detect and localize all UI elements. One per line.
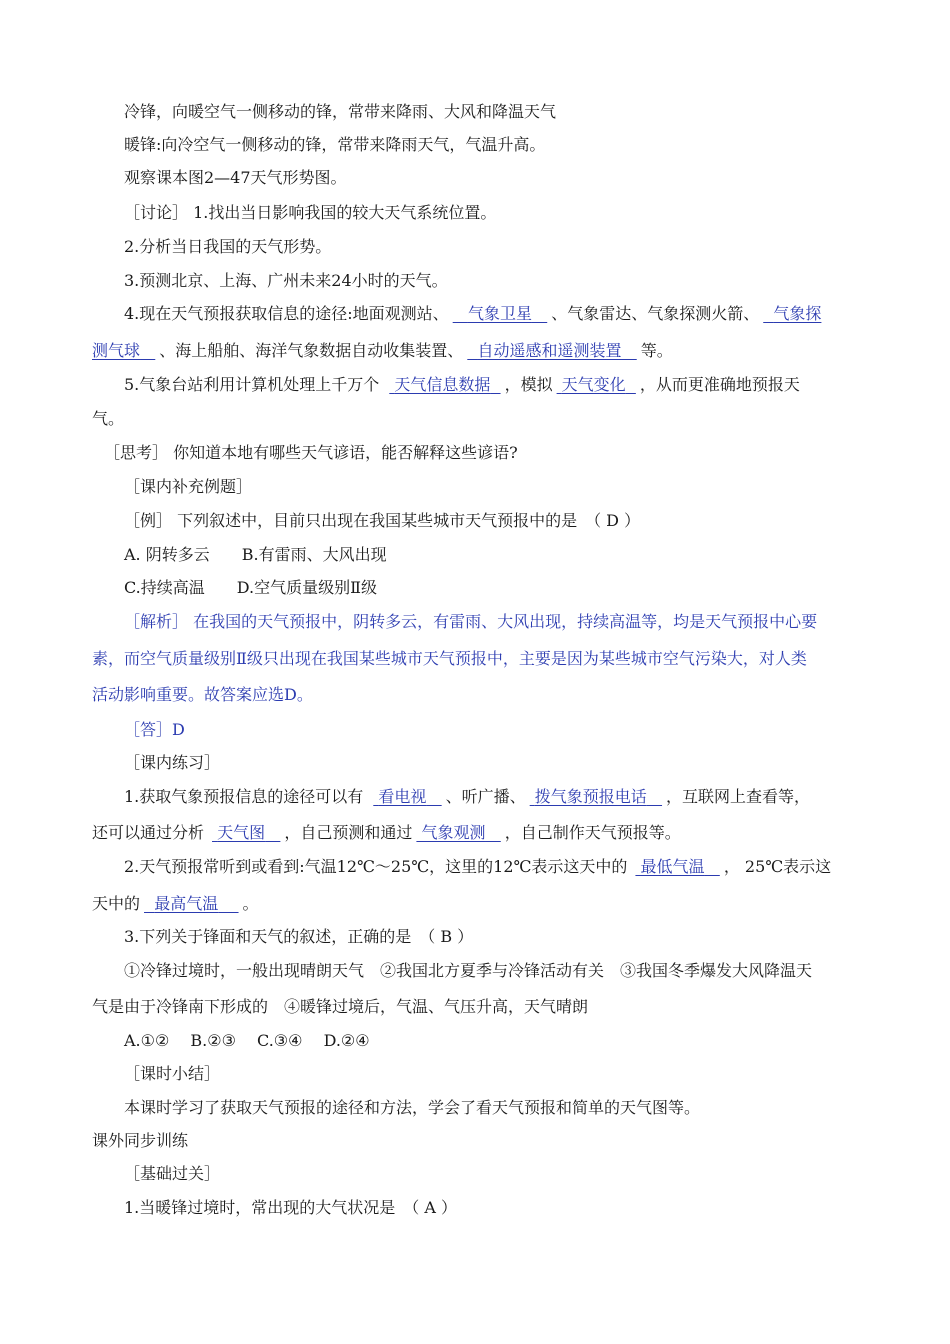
question-line: 3.下列关于锋面和天气的叙述，正确的是 （ B ） <box>124 927 474 946</box>
section-heading: ［基础过关］ <box>124 1164 221 1183</box>
answer-blank: 气象观测 <box>421 823 486 842</box>
text-line: 3.预测北京、上海、广州未来24小时的天气。 <box>124 271 448 290</box>
statement-line: 气是由于冷锋南下形成的 ④暖锋过境后，气温、气压升高，天气晴朗 <box>92 997 589 1016</box>
answer-blank: 拨气象预报电话 <box>534 787 647 806</box>
text-fragment: ，互联网上查看等， <box>666 787 811 806</box>
text-fragment: 1.获取气象预报信息的途径可以有 <box>124 787 364 806</box>
text-line: 本课时学习了获取天气预报的途径和方法，学会了看天气预报和简单的天气图等。 <box>124 1098 701 1117</box>
answer-blank: 气象探 <box>773 304 822 323</box>
text-fragment: 4.现在天气预报获取信息的途径:地面观测站、 <box>124 304 449 323</box>
fill-line <box>124 785 904 809</box>
example-question: ［例］ 下列叙述中，目前只出现在我国某些城市天气预报中的是 （ D ） <box>124 511 641 530</box>
answer-blank: 测气球 <box>92 341 141 360</box>
fill-line <box>124 855 904 879</box>
statement-line: ①冷锋过境时，一般出现晴朗天气 ②我国北方夏季与冷锋活动有关 ③我国冬季爆发大风降温天 <box>124 961 813 980</box>
fill-line <box>124 302 860 326</box>
think-line: ［思考］ 你知道本地有哪些天气谚语，能否解释这些谚语? <box>104 443 518 462</box>
text-fragment: 等。 <box>640 341 673 360</box>
text-fragment: 、气象雷达、气象探测火箭、 <box>551 304 760 323</box>
fill-line <box>92 821 872 845</box>
option-line: C.持续高温 D.空气质量级别Ⅱ级 <box>124 578 377 597</box>
section-heading: 课外同步训练 <box>92 1131 189 1150</box>
option-line: A. 阴转多云 B.有雷雨、大风出现 <box>124 545 387 564</box>
text-fragment: 、海上船舶、海洋气象数据自动收集装置、 <box>159 341 464 360</box>
answer-blank: 自动遥感和遥测装置 <box>477 341 622 360</box>
text-fragment: ，自己预测和通过 <box>284 823 413 842</box>
discussion-line: ［讨论］ 1.找出当日影响我国的较大天气系统位置。 <box>124 203 497 222</box>
answer-line: ［答］D <box>124 720 185 739</box>
fill-line <box>92 339 872 363</box>
text-line: 暖锋:向冷空气一侧移动的锋，常带来降雨天气，气温升高。 <box>124 135 546 154</box>
text-fragment: 2.天气预报常听到或看到:气温12℃～25℃，这里的12℃表示这天中的 <box>124 857 628 876</box>
text-fragment: 、听广播、 <box>445 787 526 806</box>
text-line: 气。 <box>92 409 125 428</box>
question-line: 1.当暖锋过境时，常出现的大气状况是 （ A ） <box>124 1198 457 1217</box>
answer-blank: 最低气温 <box>640 857 705 876</box>
answer-blank: 看电视 <box>378 787 427 806</box>
text-fragment: ，模拟 <box>504 375 553 394</box>
text-fragment: 。 <box>242 894 259 913</box>
fill-line <box>124 373 860 397</box>
text-line: 2.分析当日我国的天气形势。 <box>124 237 332 256</box>
text-fragment: ，从而更准确地预报天 <box>639 375 800 394</box>
analysis-line: 活动影响重要。故答案应选D。 <box>92 685 313 704</box>
text-line: 冷锋，向暖空气一侧移动的锋，常带来降雨、大风和降温天气 <box>124 102 557 121</box>
option-line: A.①② B.②③ C.③④ D.②④ <box>124 1031 370 1050</box>
section-heading: ［课内练习］ <box>124 753 221 772</box>
analysis-line: 素，而空气质量级别Ⅱ级只出现在我国某些城市天气预报中，主要是因为某些城市空气污染大，对人类 <box>92 649 807 668</box>
answer-blank: 天气变化 <box>561 375 626 394</box>
text-line: 观察课本图2—47天气形势图。 <box>124 168 347 187</box>
section-heading: ［课时小结］ <box>124 1064 221 1083</box>
section-heading: ［课内补充例题］ <box>124 477 253 496</box>
analysis-line: ［解析］ 在我国的天气预报中，阴转多云，有雷雨、大风出现，持续高温等，均是天气预报中心要 <box>124 612 818 631</box>
text-fragment: 天中的 <box>92 894 141 913</box>
answer-blank: 天气信息数据 <box>394 375 491 394</box>
answer-blank: 最高气温 <box>154 894 219 913</box>
answer-blank: 天气图 <box>217 823 266 842</box>
text-fragment: ， 25℃表示这 <box>723 857 832 876</box>
text-fragment: 还可以通过分析 <box>92 823 205 842</box>
answer-blank: 气象卫星 <box>467 304 532 323</box>
text-fragment: ，自己制作天气预报等。 <box>504 823 681 842</box>
text-fragment: 5.气象台站利用计算机处理上千万个 <box>124 375 380 394</box>
fill-line <box>92 892 872 916</box>
